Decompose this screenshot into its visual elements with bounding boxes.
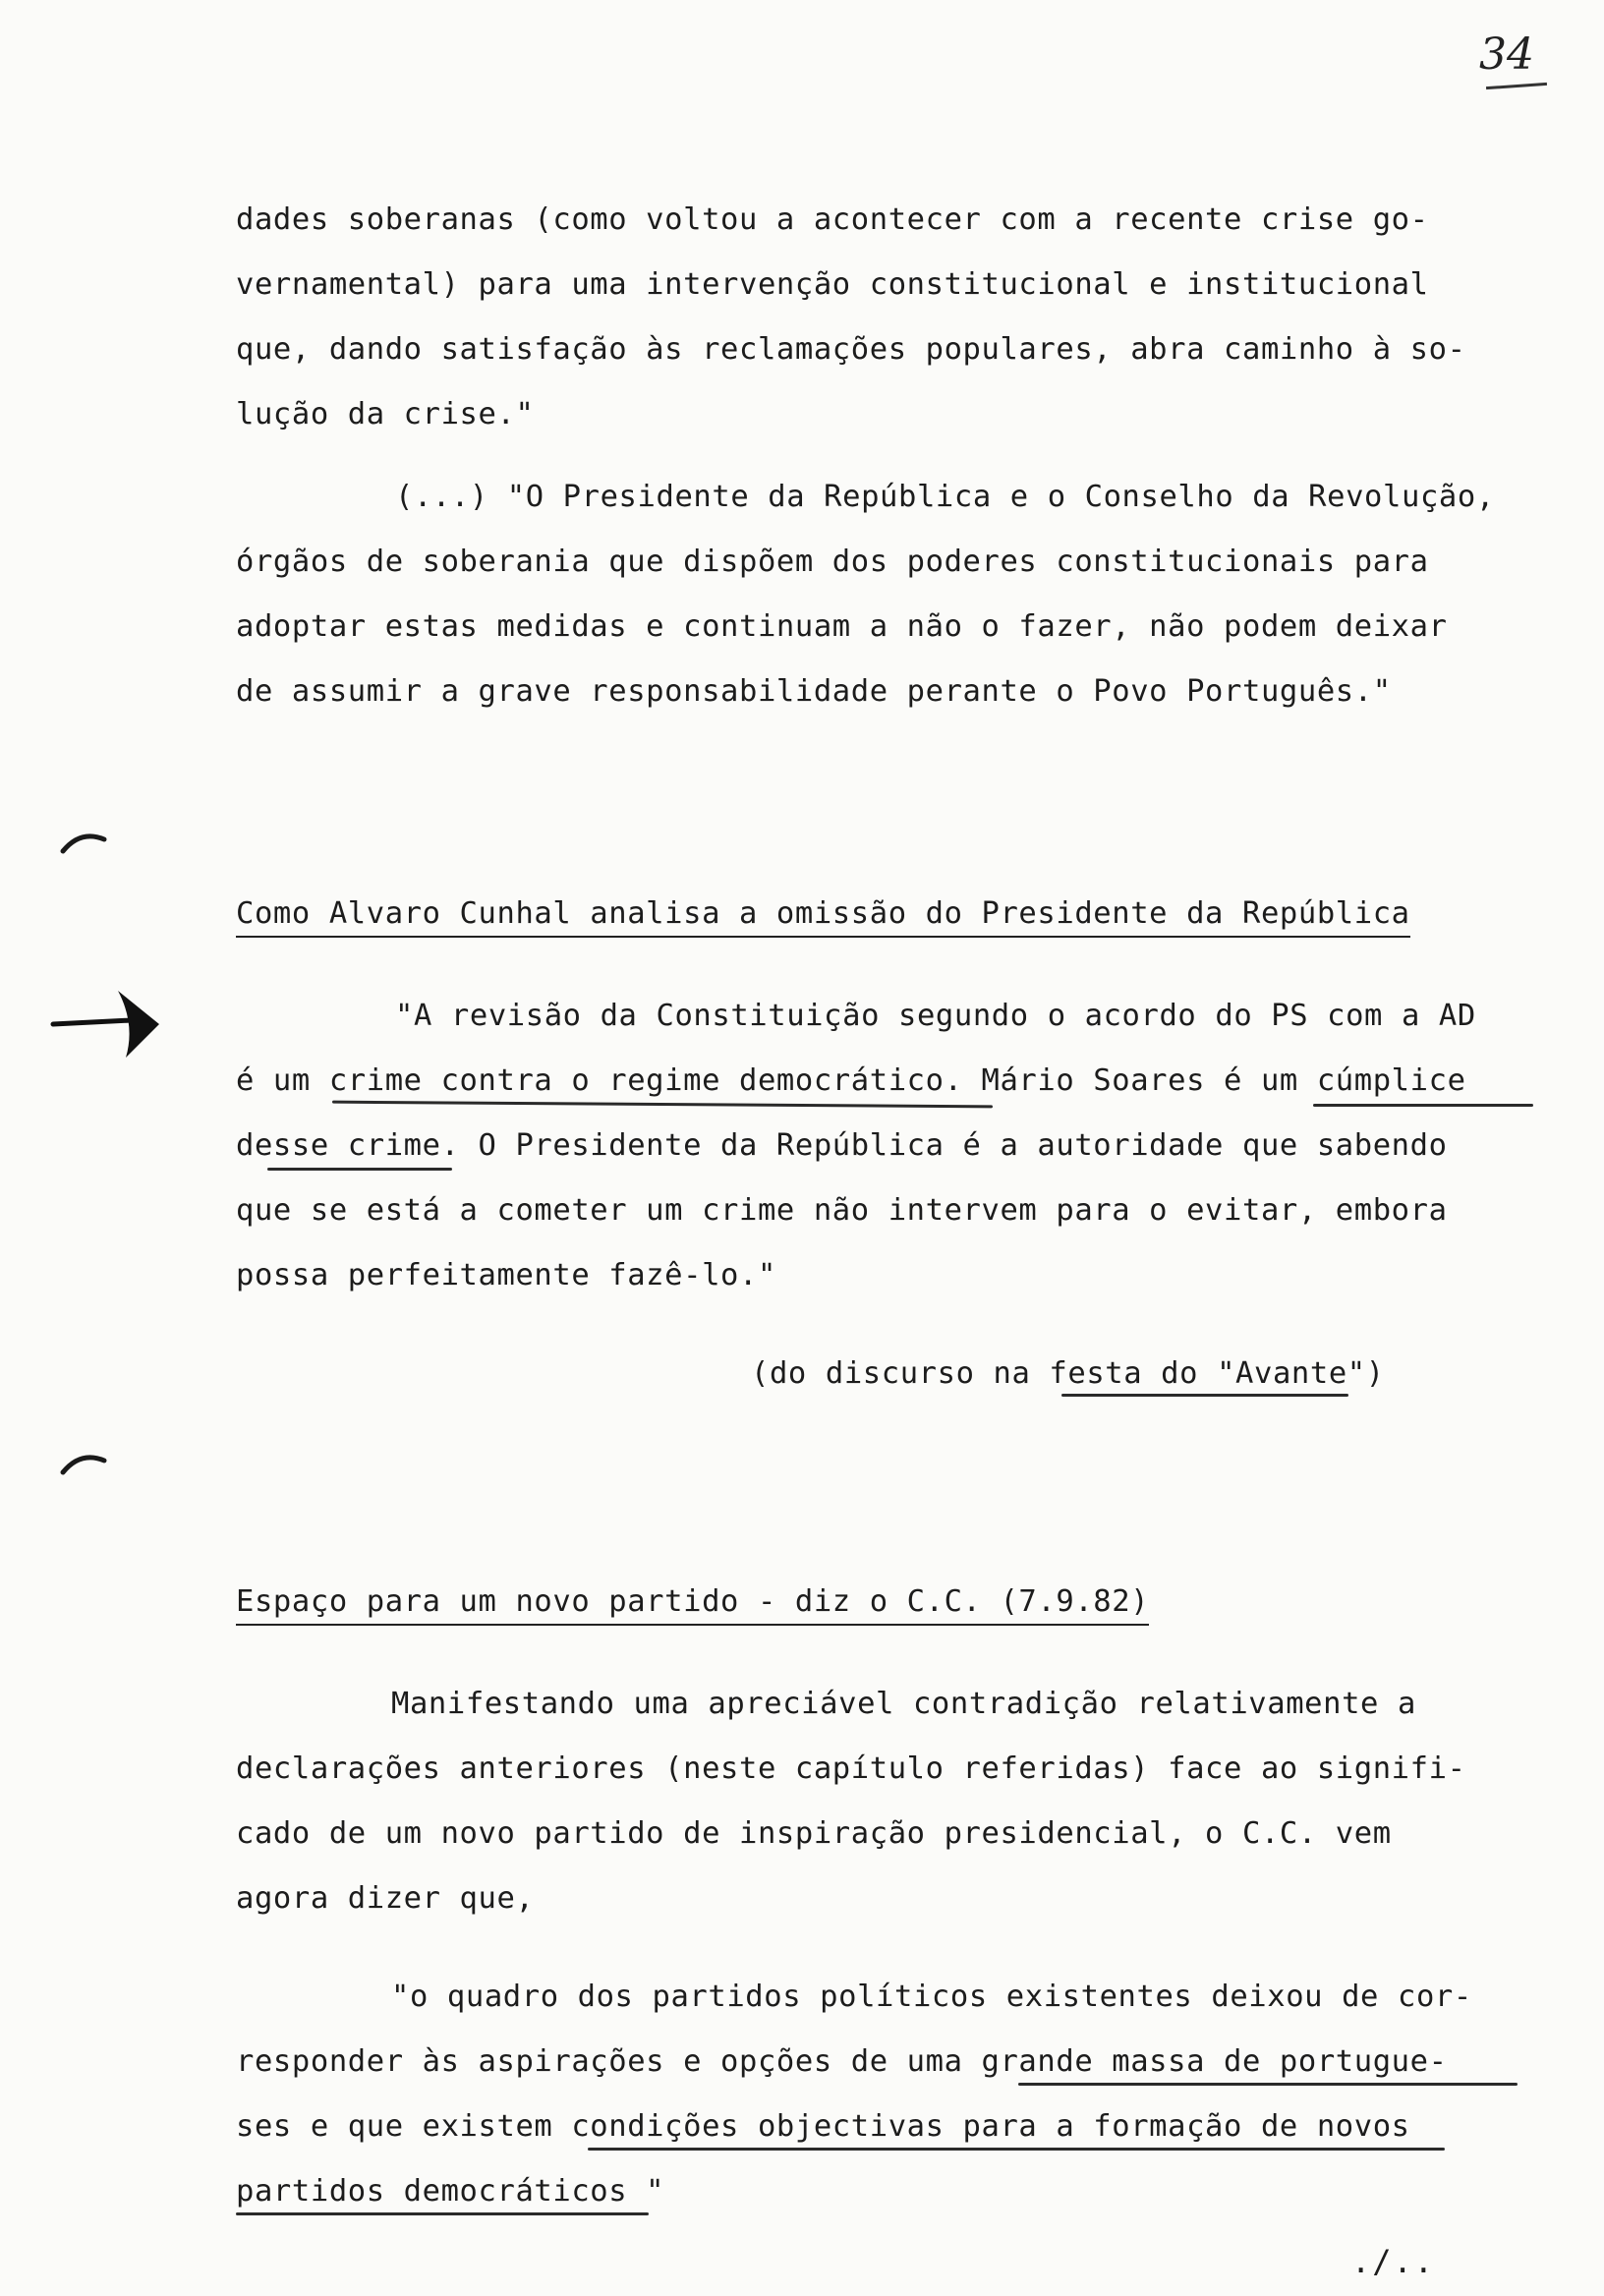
section-two-quote-line-2: responder às aspirações e opções de uma grande massa de portugue- bbox=[236, 2044, 1448, 2079]
section-one-line-5: possa perfeitamente fazê-lo." bbox=[236, 1258, 776, 1292]
section-two-quote-line-4: partidos democráticos " bbox=[236, 2174, 665, 2209]
quote-one-line-3: que, dando satisfação às reclamações populares, abra caminho à so- bbox=[236, 332, 1466, 367]
quote-two-line-3: adoptar estas medidas e continuam a não o fazer, não podem deixar bbox=[236, 609, 1448, 644]
quote-one-line-1: dades soberanas (como voltou a acontecer com a recente crise go- bbox=[236, 202, 1429, 237]
quote-two-line-1: (...) "O Presidente da República e o Conselho da Revolução, bbox=[395, 480, 1495, 514]
underline-partidos-democraticos bbox=[236, 2212, 649, 2215]
section-heading-cunhal: Como Alvaro Cunhal analisa a omissão do Presidente da República bbox=[236, 894, 1410, 938]
section-two-line-2: declarações anteriores (neste capítulo referidas) face ao signifi- bbox=[236, 1751, 1466, 1786]
section-two-line-1: Manifestando uma apreciável contradição relativamente a bbox=[391, 1687, 1416, 1721]
page-number-underline bbox=[1486, 83, 1547, 89]
section-two-line-3: cado de um novo partido de inspiração presidencial, o C.C. vem bbox=[236, 1816, 1392, 1851]
underline-festa-avante bbox=[1061, 1394, 1348, 1397]
section-one-line-3: desse crime. O Presidente da República é a autoridade que sabendo bbox=[236, 1128, 1448, 1163]
section-two-quote-line-3: ses e que existem condições objectivas para a formação de novos bbox=[236, 2109, 1410, 2144]
margin-arrow-icon bbox=[49, 983, 167, 1062]
section-two-quote-line-1: "o quadro dos partidos políticos existentes deixou de cor- bbox=[391, 1980, 1472, 2014]
underline-cumplice bbox=[1313, 1104, 1533, 1107]
quote-one-line-4: lução da crise." bbox=[236, 397, 535, 431]
margin-arc-mark-lower bbox=[59, 1447, 108, 1476]
quote-one-line-2: vernamental) para uma intervenção constitucional e institucional bbox=[236, 267, 1429, 302]
section-one-line-1: "A revisão da Constituição segundo o acordo do PS com a AD bbox=[395, 999, 1476, 1033]
section-one-line-4: que se está a cometer um crime não intervem para o evitar, embora bbox=[236, 1193, 1448, 1228]
source-citation: (do discurso na festa do "Avante") bbox=[751, 1356, 1385, 1391]
underline-crime-regime bbox=[332, 1101, 993, 1109]
section-one-line-2: é um crime contra o regime democrático. Mário Soares é um cúmplice bbox=[236, 1063, 1466, 1098]
section-two-line-4: agora dizer que, bbox=[236, 1881, 535, 1916]
underline-grande-massa bbox=[1018, 2083, 1518, 2086]
underline-condicoes bbox=[588, 2148, 1445, 2151]
continuation-mark: ./.. bbox=[1351, 2243, 1436, 2280]
underline-desse-crime bbox=[267, 1168, 452, 1171]
section-heading-novo-partido: Espaço para um novo partido - diz o C.C. (7.9.82) bbox=[236, 1582, 1149, 1626]
quote-two-line-2: órgãos de soberania que dispõem dos poderes constitucionais para bbox=[236, 545, 1429, 579]
page-number: 34 bbox=[1479, 29, 1534, 80]
quote-two-line-4: de assumir a grave responsabilidade perante o Povo Português." bbox=[236, 674, 1392, 709]
margin-arc-mark bbox=[59, 826, 108, 855]
